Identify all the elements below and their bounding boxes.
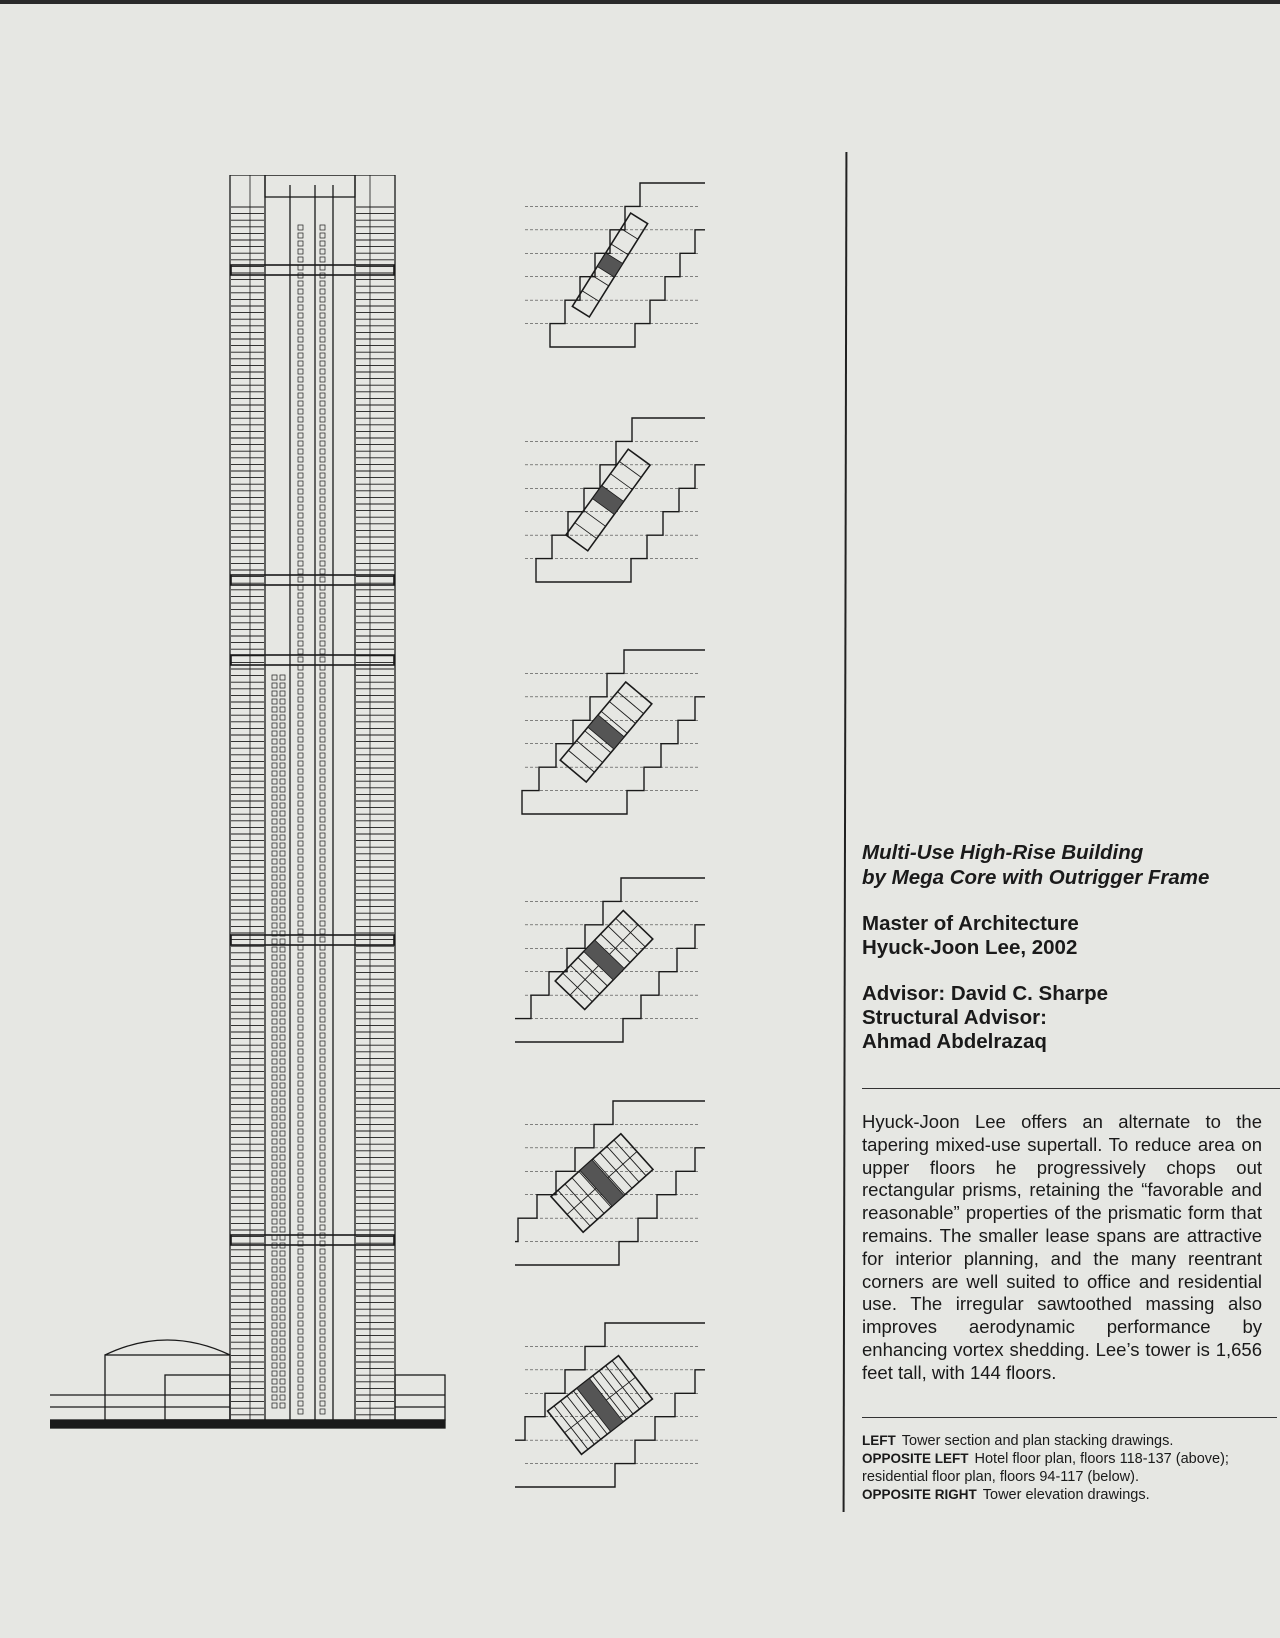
page-top-edge <box>0 0 1280 4</box>
floor-plan-drawing <box>515 1093 705 1273</box>
structural-advisor-name: Ahmad Abdelrazaq <box>862 1030 1047 1053</box>
column-divider <box>843 152 847 1512</box>
tower-section-drawing <box>50 175 455 1495</box>
caption-text: Tower section and plan stacking drawings. <box>901 1432 1174 1449</box>
author: Hyuck-Joon Lee, 2002 <box>862 936 1078 959</box>
rule-top <box>862 1088 1280 1089</box>
rule-bottom <box>862 1417 1277 1418</box>
caption-label: OPPOSITE RIGHT <box>862 1486 977 1502</box>
caption-label: LEFT <box>862 1432 896 1448</box>
structural-advisor-label: Structural Advisor: <box>862 1006 1047 1029</box>
caption-left <box>862 1432 1280 1450</box>
plan-stacking-drawings <box>515 175 705 1495</box>
floor-plan-drawing <box>515 175 705 355</box>
project-title-line-1: Multi-Use High-Rise Building <box>862 841 1144 864</box>
body-paragraph: Hyuck-Joon Lee offers an alternate to the tapering mixed-use supertall. To reduce area on upper floors he progressively chops out rectangular prisms, retaining the “favorable and reasonable” properties of the prismatic form that remains. The smaller lease spans are attractive for interior planning, and the many reentrant corners are well suited to office and residential use. The irregular sawtoothed massing also improves aerodynamic performance by enhancing vortex shedding. Lee’s tower is 1,656 feet tall, with 144 floors. <box>862 1111 1262 1383</box>
caption-text: Hotel floor plan, floors 118-137 (above); residential floor plan, floors 94-117 (below). <box>862 1450 1229 1485</box>
floor-plan-drawing <box>515 410 705 590</box>
caption-opposite-right <box>862 1486 1280 1504</box>
project-title <box>862 840 1280 890</box>
project-title-line-2: by Mega Core with Outrigger Frame <box>862 866 1210 889</box>
degree: Master of Architecture <box>862 912 1079 935</box>
floor-plan-drawing <box>515 1315 705 1495</box>
captions <box>862 1432 1280 1504</box>
advisor: Advisor: David C. Sharpe <box>862 982 1109 1005</box>
caption-text: Tower elevation drawings. <box>982 1486 1150 1503</box>
degree-credit <box>862 912 1280 960</box>
caption-opposite-left <box>862 1450 1280 1486</box>
caption-label: OPPOSITE LEFT <box>862 1450 969 1466</box>
text-column <box>862 840 1280 1504</box>
advisor-credit <box>862 982 1280 1054</box>
floor-plan-drawing <box>515 642 705 822</box>
floor-plan-drawing <box>515 870 705 1050</box>
